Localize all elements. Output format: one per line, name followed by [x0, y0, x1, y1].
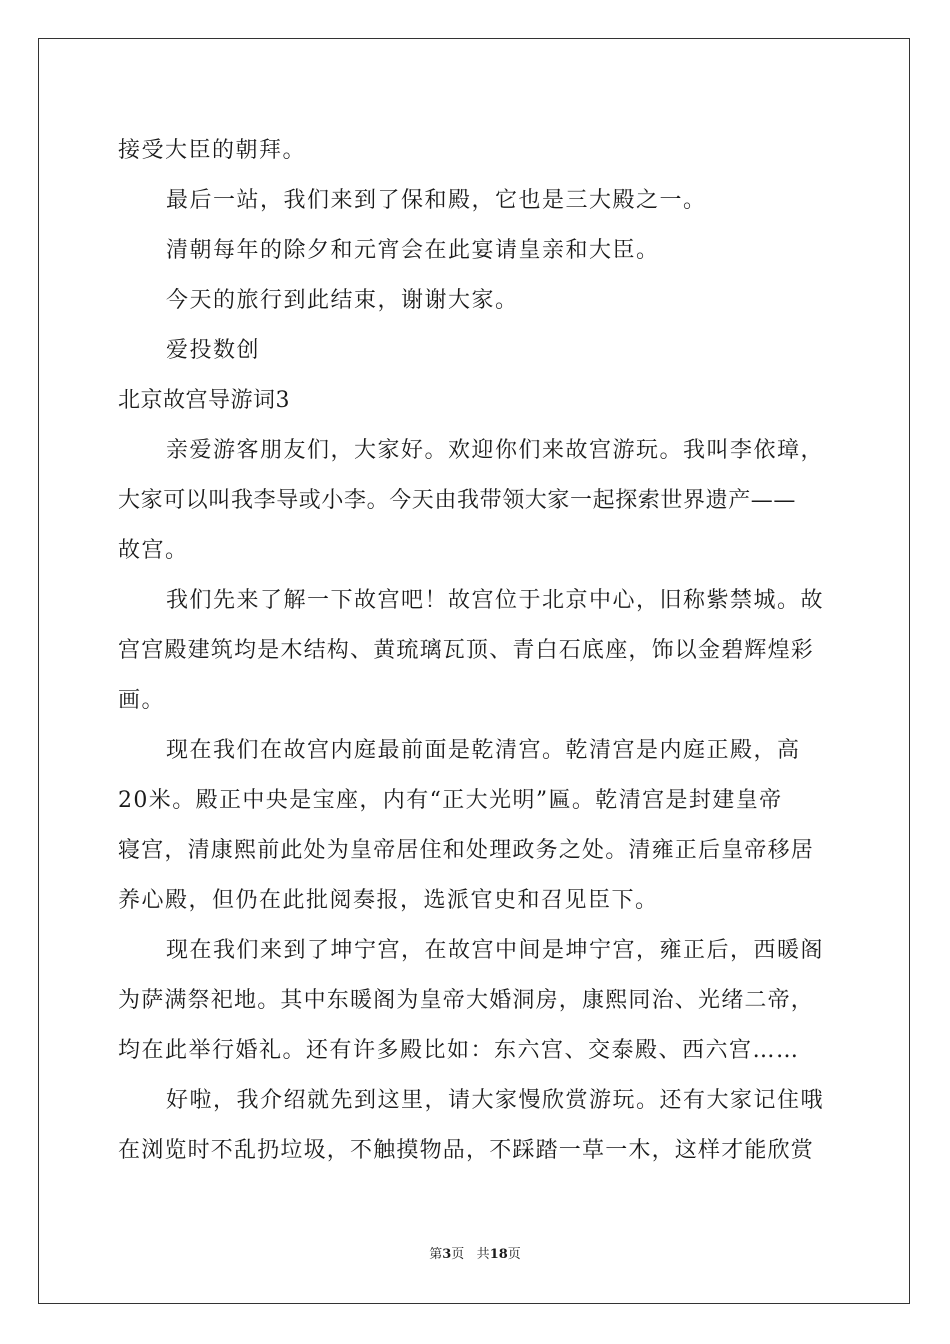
body-line: 寝宫，清康熙前此处为皇帝居住和处理政务之处。清雍正后皇帝移居 — [118, 838, 815, 863]
footer-page-prefix: 第 — [429, 1247, 443, 1262]
body-line: 大家可以叫我李导或小李。今天由我带领大家一起探索世界遗产—— — [118, 488, 797, 513]
page-footer — [0, 1246, 950, 1264]
footer-total-suffix: 页 — [507, 1247, 521, 1262]
body-line: 故宫。 — [118, 538, 189, 563]
body-line: 现在我们来到了坤宁宫，在故宫中间是坤宁宫，雍正后，西暖阁 — [166, 938, 825, 963]
footer-page-suffix: 页 — [451, 1247, 465, 1262]
body-line: 亲爱游客朋友们，大家好。欢迎你们来故宫游玩。我叫李依璋， — [166, 438, 825, 463]
body-line: 爱投数创 — [166, 338, 261, 363]
body-line: 画。 — [118, 688, 166, 713]
body-line: 我们先来了解一下故宫吧！故宫位于北京中心，旧称紫禁城。故 — [166, 588, 825, 613]
body-line: 宫宫殿建筑均是木结构、黄琉璃瓦顶、青白石底座，饰以金碧辉煌彩 — [118, 638, 815, 663]
body-line: 接受大臣的朝拜。 — [118, 138, 307, 163]
body-line: 今天的旅行到此结束，谢谢大家。 — [166, 288, 519, 313]
body-line: 现在我们在故宫内庭最前面是乾清宫。乾清宫是内庭正殿，高 — [166, 738, 801, 763]
body-line: 均在此举行婚礼。还有许多殿比如：东六宫、交泰殿、西六宫…… — [118, 1038, 800, 1063]
footer-total-pages: 18 — [489, 1247, 508, 1262]
section-title: 北京故宫导游词3 — [118, 388, 290, 413]
body-line: 好啦，我介绍就先到这里，请大家慢欣赏游玩。还有大家记住哦 — [166, 1088, 825, 1113]
body-line: 20米。殿正中央是宝座，内有“正大光明”匾。乾清宫是封建皇帝 — [118, 788, 783, 813]
body-line: 在浏览时不乱扔垃圾，不触摸物品，不踩踏一草一木，这样才能欣赏 — [118, 1138, 815, 1163]
body-line: 清朝每年的除夕和元宵会在此宴请皇亲和大臣。 — [166, 238, 660, 263]
body-line: 养心殿，但仍在此批阅奏报，选派官史和召见臣下。 — [118, 888, 659, 913]
body-line: 为萨满祭祀地。其中东暖阁为皇帝大婚洞房，康熙同治、光绪二帝， — [118, 988, 815, 1013]
footer-page-number: 3 — [442, 1247, 452, 1262]
body-line: 最后一站，我们来到了保和殿，它也是三大殿之一。 — [166, 188, 707, 213]
footer-total-prefix: 共 — [476, 1247, 490, 1262]
